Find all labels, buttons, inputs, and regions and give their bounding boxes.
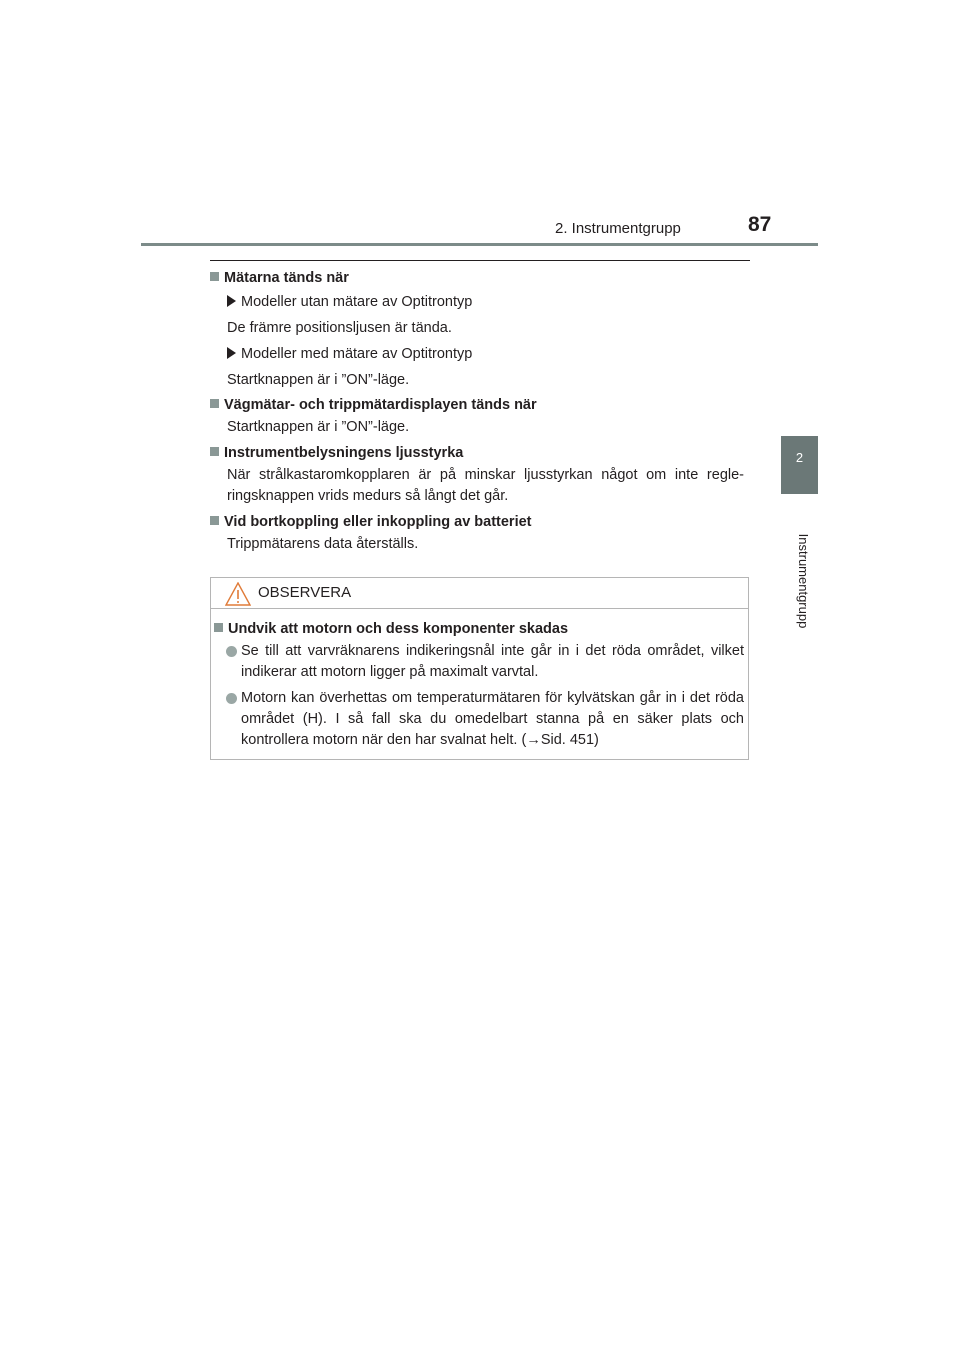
text-battery: Trippmätarens data återställs. <box>227 536 419 552</box>
square-bullet-icon <box>214 623 223 632</box>
heading-gauges-light: Mätarna tänds när <box>210 268 349 289</box>
square-bullet-icon <box>210 447 219 456</box>
chapter-side-label: Instrumentgrupp <box>796 533 811 629</box>
notice-bullet-tachometer: Se till att varvräknarens indikeringsnål inte går in i det röda området, vilket indikerar att motorn ligger på maximalt varvtal. <box>226 641 744 683</box>
text-start-button-on: Startknappen är i ”ON”-läge. <box>227 372 410 388</box>
header-line <box>141 243 818 246</box>
notice-title: OBSERVERA <box>258 584 352 601</box>
page-number: 87 <box>748 213 772 236</box>
top-rule <box>210 260 750 261</box>
notice-box <box>210 577 749 760</box>
square-bullet-icon <box>210 272 219 281</box>
subheading-without-optitron: Modeller utan mätare av Optitrontyp <box>227 292 472 313</box>
heading-odometer-display: Vägmätar- och trippmätardisplayen tänds när <box>210 395 537 416</box>
round-bullet-icon <box>226 646 237 657</box>
text-position-lights: De främre positionsljusen är tända. <box>227 320 452 336</box>
text-odometer-on: Startknappen är i ”ON”-läge. <box>227 419 410 435</box>
heading-brightness: Instrumentbelysningens ljusstyrka <box>210 443 463 464</box>
subheading-with-optitron: Modeller med mätare av Optitrontyp <box>227 344 472 365</box>
round-bullet-icon <box>226 693 237 704</box>
section-title: 2. Instrumentgrupp <box>555 220 681 237</box>
triangle-bullet-icon <box>227 295 236 307</box>
heading-battery: Vid bortkoppling eller inkoppling av batteriet <box>210 512 532 533</box>
notice-heading: Undvik att motorn och dess komponenter skadas <box>214 619 568 640</box>
square-bullet-icon <box>210 399 219 408</box>
chapter-tab: 2 <box>781 436 818 494</box>
notice-header <box>211 578 748 609</box>
warning-triangle-icon <box>225 582 251 606</box>
text-brightness: När strålkastaromkopplaren är på minskar ljusstyrkan något om inte regle-ringsknappen vrids medurs så långt det går. <box>227 467 744 504</box>
triangle-bullet-icon <box>227 347 236 359</box>
square-bullet-icon <box>210 516 219 525</box>
notice-bullet-overheat: Motorn kan överhettas om temperaturmätaren för kylvätskan går in i det röda området (H). I så fall ska du omedelbart stanna på en säker plats och kontrollera motorn när den har svalnat helt. (→Sid. 451) <box>226 688 744 751</box>
